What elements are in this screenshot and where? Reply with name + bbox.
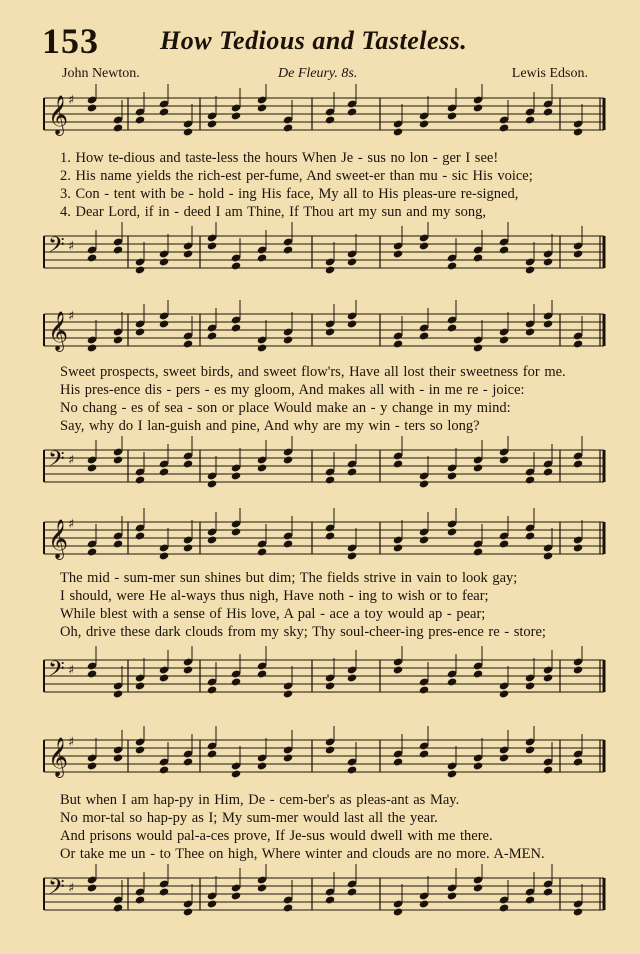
note-head [419, 479, 429, 488]
note-head [135, 475, 145, 484]
lyric-line: 1. How te-dious and taste-less the hours When Je - sus no lon - ger I see! [60, 150, 499, 166]
sharp-icon: ♯ [68, 517, 75, 532]
note-head [231, 891, 241, 900]
sharp-icon: ♯ [68, 309, 75, 324]
note-head [393, 757, 403, 766]
note-head [283, 245, 293, 254]
note-head [473, 103, 483, 112]
note-head [419, 331, 429, 340]
note-head [393, 249, 403, 258]
note-head [113, 539, 123, 548]
note-head [325, 745, 335, 754]
note-head [325, 895, 335, 904]
note-head [183, 249, 193, 258]
note-head [499, 335, 509, 344]
note-head [393, 459, 403, 468]
note-head [447, 471, 457, 480]
note-head [543, 887, 553, 896]
note-head [473, 669, 483, 678]
note-head [159, 673, 169, 682]
note-head [283, 539, 293, 548]
note-head [283, 689, 293, 698]
note-head [183, 543, 193, 552]
note-head [347, 673, 357, 682]
note-head [135, 327, 145, 336]
note-head [573, 249, 583, 258]
note-head [113, 455, 123, 464]
note-head [135, 745, 145, 754]
note-head [135, 531, 145, 540]
lyric-line: While blest with a sense of His love, A pal - ace a toy would ap - pear; [60, 606, 486, 622]
note-head [231, 323, 241, 332]
note-head [231, 111, 241, 120]
tune-name: De Fleury. 8s. [278, 66, 358, 81]
note-head [325, 115, 335, 124]
note-head [473, 883, 483, 892]
note-head [447, 891, 457, 900]
note-head [347, 467, 357, 476]
note-head [543, 257, 553, 266]
treble-staff-1 [0, 84, 640, 144]
note-head [543, 551, 553, 560]
note-head [159, 551, 169, 560]
treble-staff-4 [0, 726, 640, 786]
note-head [87, 103, 97, 112]
note-head [473, 343, 483, 352]
note-head [325, 531, 335, 540]
note-head [525, 895, 535, 904]
note-head [159, 887, 169, 896]
note-head [499, 903, 509, 912]
note-head [283, 123, 293, 132]
note-head [393, 543, 403, 552]
note-head [231, 769, 241, 778]
lyric-line: The mid - sum-mer sun shines but dim; The fields strive in vain to look gay; [60, 570, 518, 586]
note-head [207, 479, 217, 488]
note-head [207, 119, 217, 128]
note-head [525, 475, 535, 484]
note-head [447, 261, 457, 270]
note-head [87, 463, 97, 472]
note-head [135, 115, 145, 124]
lyric-line: Sweet prospects, sweet birds, and sweet flow'rs, Have all lost their sweetness for me. [60, 364, 566, 380]
note-head [525, 265, 535, 274]
note-head [113, 123, 123, 132]
note-head [257, 669, 267, 678]
lyric-line: Say, why do I lan-guish and pine, And why are my win - ters so long? [60, 418, 480, 434]
note-head [183, 665, 193, 674]
note-head [573, 907, 583, 916]
note-head [207, 241, 217, 250]
bass-staff-1 [0, 222, 640, 282]
treble-clef-icon: 𝄞 [48, 519, 69, 559]
note-head [257, 253, 267, 262]
note-head [283, 753, 293, 762]
note-head [347, 887, 357, 896]
note-head [499, 455, 509, 464]
note-head [257, 547, 267, 556]
note-head [573, 339, 583, 348]
note-head [87, 253, 97, 262]
lyric-line: And prisons would pal-a-ces prove, If Je-sus would dwell with me there. [60, 828, 493, 844]
note-head [573, 665, 583, 674]
note-head [573, 757, 583, 766]
lyric-line: Or take me un - to Thee on high, Where winter and clouds are no more. A-MEN. [60, 846, 545, 862]
sharp-icon: ♯ [68, 663, 75, 678]
note-head [393, 127, 403, 136]
composer-credit: Lewis Edson. [511, 66, 588, 81]
note-head [87, 547, 97, 556]
lyric-line: But when I am hap-py in Him, De - cem-ber's as pleas-ant as May. [60, 792, 460, 808]
note-head [473, 547, 483, 556]
note-head [113, 245, 123, 254]
note-head [183, 127, 193, 136]
note-head [473, 463, 483, 472]
note-head [543, 319, 553, 328]
note-head [231, 527, 241, 536]
note-head [87, 669, 97, 678]
note-head [87, 883, 97, 892]
note-head [283, 335, 293, 344]
sharp-icon: ♯ [68, 881, 75, 896]
note-head [87, 761, 97, 770]
bass-staff-2 [0, 436, 640, 496]
treble-staff-3 [0, 508, 640, 568]
note-head [231, 677, 241, 686]
note-head [183, 459, 193, 468]
lyric-line: No chang - es of sea - son or place Would make an - y change in my mind: [60, 400, 511, 416]
note-head [207, 331, 217, 340]
note-head [393, 907, 403, 916]
bass-staff-3 [0, 646, 640, 706]
note-head [325, 265, 335, 274]
note-head [543, 673, 553, 682]
note-head [525, 115, 535, 124]
note-head [419, 899, 429, 908]
note-head [257, 103, 267, 112]
note-head [87, 343, 97, 352]
note-head [393, 665, 403, 674]
note-head [499, 123, 509, 132]
lyric-line: 4. Dear Lord, if in - deed I am Thine, If Thou art my sun and my song, [60, 204, 486, 220]
bass-clef-icon: 𝄢 [48, 875, 65, 905]
note-head [135, 895, 145, 904]
note-head [113, 335, 123, 344]
treble-staff-2 [0, 300, 640, 360]
note-head [283, 455, 293, 464]
lyric-line: 2. His name yields the rich-est per-fume, And sweet-er than mu - sic His voice; [60, 168, 533, 184]
note-head [183, 339, 193, 348]
note-head [347, 107, 357, 116]
note-head [543, 765, 553, 774]
bass-staff-4 [0, 864, 640, 924]
note-head [473, 253, 483, 262]
note-head [113, 689, 123, 698]
treble-clef-icon: 𝄞 [48, 95, 69, 135]
note-head [207, 749, 217, 758]
note-head [525, 531, 535, 540]
note-head [525, 745, 535, 754]
note-head [257, 761, 267, 770]
note-head [499, 753, 509, 762]
note-head [325, 475, 335, 484]
note-head [325, 327, 335, 336]
note-head [543, 107, 553, 116]
note-head [159, 765, 169, 774]
note-head [447, 769, 457, 778]
sharp-icon: ♯ [68, 735, 75, 750]
note-head [207, 535, 217, 544]
note-head [447, 677, 457, 686]
lyric-line: Oh, drive these dark clouds from my sky; Thy soul-cheer-ing pres-ence re - store; [60, 624, 546, 640]
note-head [447, 527, 457, 536]
note-head [257, 883, 267, 892]
note-head [499, 539, 509, 548]
note-head [419, 749, 429, 758]
note-head [525, 327, 535, 336]
sharp-icon: ♯ [68, 453, 75, 468]
note-head [447, 111, 457, 120]
note-head [543, 467, 553, 476]
note-head [135, 681, 145, 690]
note-head [573, 543, 583, 552]
bass-clef-icon: 𝄢 [48, 447, 65, 477]
sharp-icon: ♯ [68, 239, 75, 254]
note-head [419, 241, 429, 250]
lyric-line: 3. Con - tent with be - hold - ing His face, My all to His pleas-ure re-signed, [60, 186, 519, 202]
note-head [347, 319, 357, 328]
note-head [419, 685, 429, 694]
lyric-line: His pres-ence dis - pers - es my gloom, And makes all with - in me re - joice: [60, 382, 525, 398]
note-head [159, 467, 169, 476]
treble-clef-icon: 𝄞 [48, 311, 69, 351]
note-head [525, 681, 535, 690]
note-head [419, 535, 429, 544]
note-head [393, 339, 403, 348]
lyric-line: No mor-tal so hap-py as I; My sum-mer would last all the year. [60, 810, 438, 826]
note-head [257, 343, 267, 352]
note-head [573, 127, 583, 136]
hymn-title: How Tedious and Tasteless. [160, 26, 468, 55]
note-head [183, 907, 193, 916]
note-head [159, 107, 169, 116]
hymn-number: 153 [42, 21, 99, 61]
note-head [159, 257, 169, 266]
note-head [113, 753, 123, 762]
note-head [347, 257, 357, 266]
bass-clef-icon: 𝄢 [48, 657, 65, 687]
note-head [347, 765, 357, 774]
note-head [207, 685, 217, 694]
note-head [113, 903, 123, 912]
note-head [325, 681, 335, 690]
note-head [159, 319, 169, 328]
note-head [257, 463, 267, 472]
note-head [283, 903, 293, 912]
treble-clef-icon: 𝄞 [48, 737, 69, 777]
note-head [183, 757, 193, 766]
author-credit: John Newton. [62, 66, 140, 81]
note-head [499, 245, 509, 254]
note-head [419, 119, 429, 128]
note-head [135, 265, 145, 274]
sharp-icon: ♯ [68, 93, 75, 108]
note-head [447, 323, 457, 332]
bass-clef-icon: 𝄢 [48, 233, 65, 263]
note-head [207, 899, 217, 908]
note-head [573, 459, 583, 468]
note-head [473, 761, 483, 770]
note-head [499, 689, 509, 698]
note-head [347, 551, 357, 560]
lyric-line: I should, were He al-ways thus nigh, Have noth - ing to wish or to fear; [60, 588, 489, 604]
note-head [231, 261, 241, 270]
note-head [231, 471, 241, 480]
